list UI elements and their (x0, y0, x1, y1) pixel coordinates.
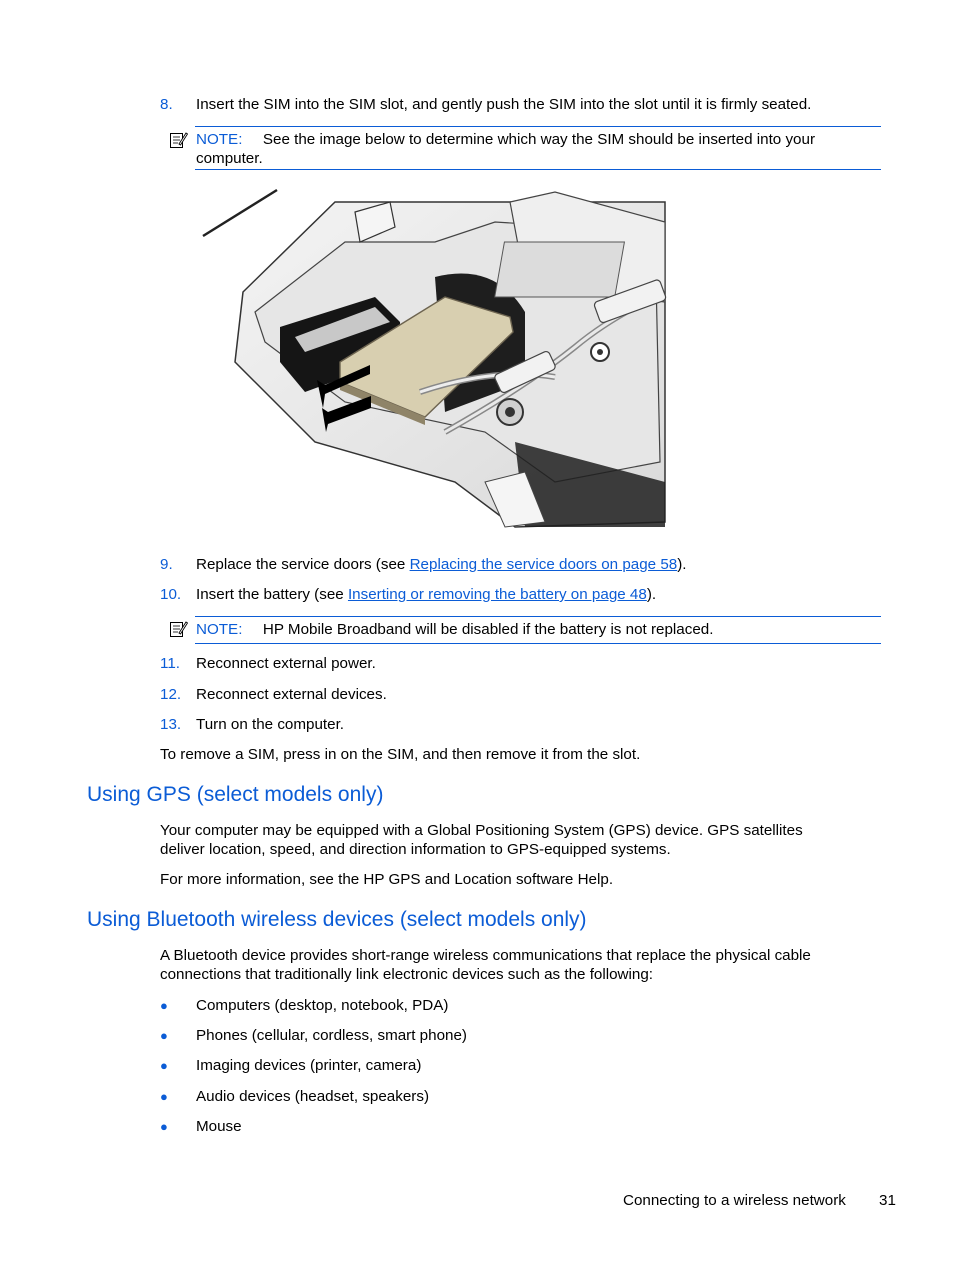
replacing-service-doors-link[interactable]: Replacing the service doors on page 58 (409, 556, 678, 573)
bullet-icon: ● (160, 1119, 168, 1134)
step-text: Reconnect external power. (196, 655, 376, 672)
note-label: NOTE: (196, 131, 243, 148)
note-icon (169, 130, 188, 149)
step-number: 13. (160, 716, 182, 733)
note-bottom-rule (195, 643, 881, 644)
footer-section-title: Connecting to a wireless network (623, 1192, 846, 1209)
list-item: Imaging devices (printer, camera) (196, 1057, 422, 1074)
bluetooth-paragraph-line2: connections that traditionally link electronic devices such as the following: (160, 966, 654, 983)
note-bottom-rule (195, 169, 881, 170)
list-item: Computers (desktop, notebook, PDA) (196, 997, 449, 1014)
gps-paragraph-line1: Your computer may be equipped with a Global Positioning System (GPS) device. GPS satellites (160, 822, 803, 839)
step-text-suffix: ). (677, 556, 687, 573)
step-number: 11. (160, 655, 180, 672)
note-text: HP Mobile Broadband will be disabled if the battery is not replaced. (262, 621, 714, 638)
bluetooth-paragraph-line1: A Bluetooth device provides short-range wireless communications that replace the physical cable (160, 947, 811, 964)
gps-paragraph-line2: deliver location, speed, and direction information to GPS-equipped systems. (160, 841, 671, 858)
step-number: 12. (160, 686, 182, 703)
bullet-icon: ● (160, 1089, 168, 1104)
note-text: See the image below to determine which way the SIM should be inserted into your (262, 131, 816, 148)
gps-help-paragraph: For more information, see the HP GPS and Location software Help. (160, 871, 614, 888)
step-text: Reconnect external devices. (196, 686, 387, 703)
sim-insertion-illustration (195, 182, 685, 534)
page-number: 31 (879, 1192, 896, 1209)
note-text-line2: computer. (196, 150, 263, 167)
note-line (196, 130, 815, 149)
inserting-removing-battery-link[interactable]: Inserting or removing the battery on page 48 (347, 586, 647, 603)
note-top-rule (195, 126, 881, 127)
bullet-icon: ● (160, 998, 168, 1013)
list-item: Phones (cellular, cordless, smart phone) (196, 1027, 467, 1044)
section-heading-bluetooth: Using Bluetooth wireless devices (select models only) (87, 908, 587, 931)
section-heading-gps: Using GPS (select models only) (87, 783, 384, 806)
remove-sim-paragraph: To remove a SIM, press in on the SIM, and then remove it from the slot. (160, 746, 641, 763)
step-text-prefix: Replace the service doors (see (196, 556, 410, 573)
step-number: 9. (160, 556, 173, 573)
step-text (196, 585, 656, 604)
bullet-icon: ● (160, 1028, 168, 1043)
step-number: 10. (160, 586, 182, 603)
step-text (196, 555, 687, 574)
bullet-icon: ● (160, 1058, 168, 1073)
step-text-prefix: Insert the battery (see (196, 586, 348, 603)
step-text: Turn on the computer. (196, 716, 345, 733)
note-top-rule (195, 616, 881, 617)
step-number: 8. (160, 96, 173, 113)
note-icon (169, 619, 188, 638)
step-text-suffix: ). (646, 586, 657, 603)
list-item: Mouse (196, 1118, 242, 1135)
step-text: Insert the SIM into the SIM slot, and gently push the SIM into the slot until it is firmly seated. (196, 96, 812, 113)
note-line (196, 620, 713, 639)
note-label: NOTE: (196, 621, 243, 638)
list-item: Audio devices (headset, speakers) (196, 1088, 430, 1105)
